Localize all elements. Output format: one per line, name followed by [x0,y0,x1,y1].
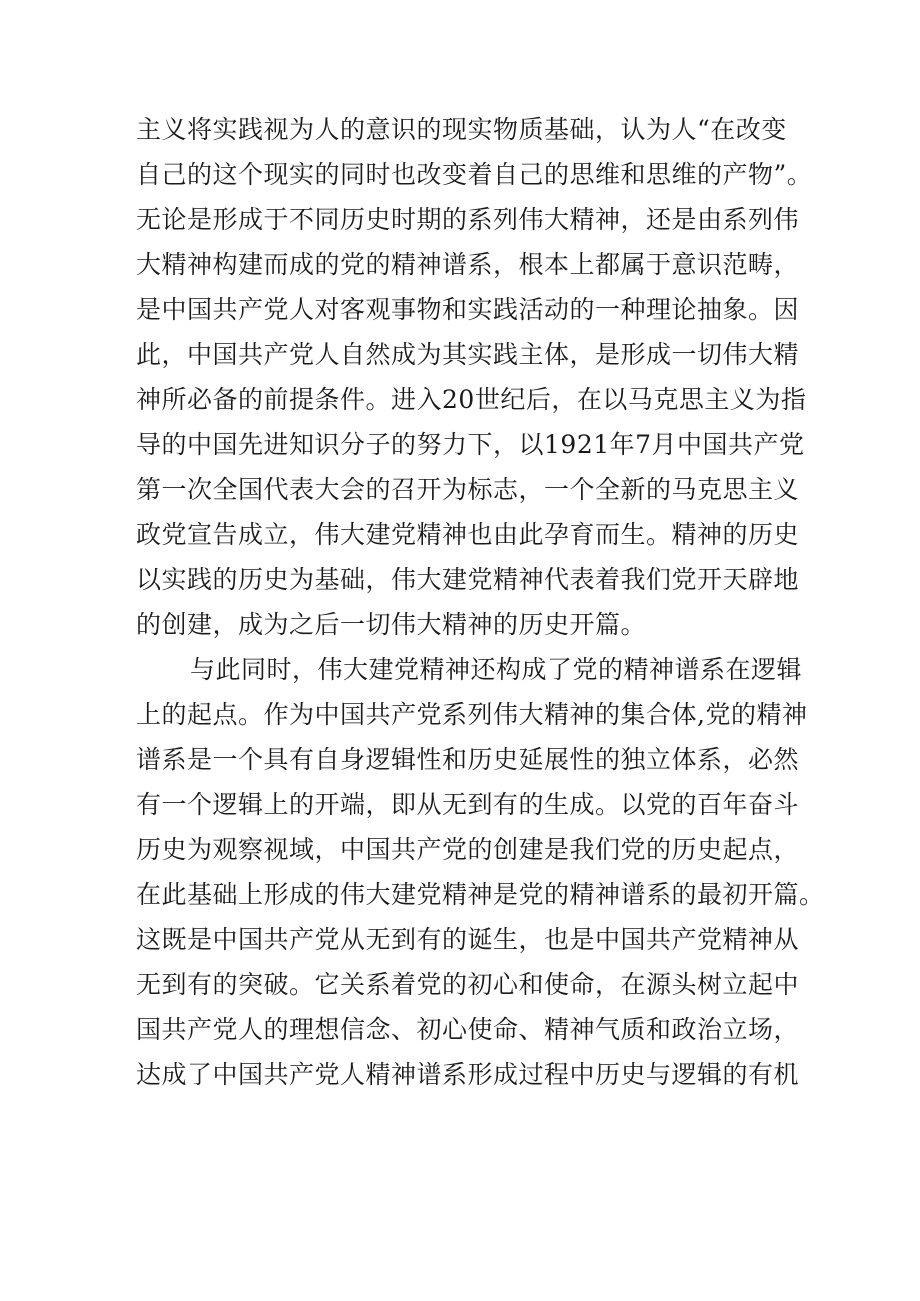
text-line: 历史为观察视域，中国共产党的创建是我们党的历史起点， [136,835,800,864]
text-line: 谱系是一个具有自身逻辑性和历史延展性的独立体系，必然 [136,745,800,774]
text-line: 大精神构建而成的党的精神谱系，根本上都属于意识范畴， [136,250,800,279]
body-text [136,107,825,1097]
paragraph-2 [136,647,825,1097]
text-line: 导的中国先进知识分子的努力下，以1921年7月中国共产党 [136,430,805,459]
text-line: 无到有的突破。它关系着党的初心和使命，在源头树立起中 [136,970,800,999]
text-line: 自己的这个现实的同时也改变着自己的思维和思维的产物”。 [136,160,813,189]
text-line: 第一次全国代表大会的召开为标志，一个全新的马克思主义 [136,475,800,504]
text-line: 的创建，成为之后一切伟大精神的历史开篇。 [136,610,647,639]
text-line: 此，中国共产党人自然成为其实践主体，是形成一切伟大精 [136,340,800,369]
text-line: 以实践的历史为基础，伟大建党精神代表着我们党开天辟地 [136,565,800,594]
text-line: 达成了中国共产党人精神谱系形成过程中历史与逻辑的有机 [136,1060,800,1089]
text-line-indented: 与此同时，伟大建党精神还构成了党的精神谱系在逻辑 [190,655,803,684]
text-line: 主义将实践视为人的意识的现实物质基础，认为人“在改变 [136,115,787,144]
text-line: 神所必备的前提条件。进入20世纪后，在以马克思主义为指 [136,385,807,414]
text-line: 无论是形成于不同历史时期的系列伟大精神，还是由系列伟 [136,205,800,234]
text-line: 是中国共产党人对客观事物和实践活动的一种理论抽象。因 [136,295,800,324]
paragraph-1 [136,107,816,647]
text-line: 在此基础上形成的伟大建党精神是党的精神谱系的最初开篇。 [136,880,825,909]
text-line: 政党宣告成立，伟大建党精神也由此孕育而生。精神的历史 [136,520,800,549]
text-line: 这既是中国共产党从无到有的诞生，也是中国共产党精神从 [136,925,800,954]
text-line: 国共产党人的理想信念、初心使命、精神气质和政治立场， [136,1015,800,1044]
text-line: 有一个逻辑上的开端，即从无到有的生成。以党的百年奋斗 [136,790,800,819]
text-line: 上的起点。作为中国共产党系列伟大精神的集合体,党的精神 [136,700,808,729]
